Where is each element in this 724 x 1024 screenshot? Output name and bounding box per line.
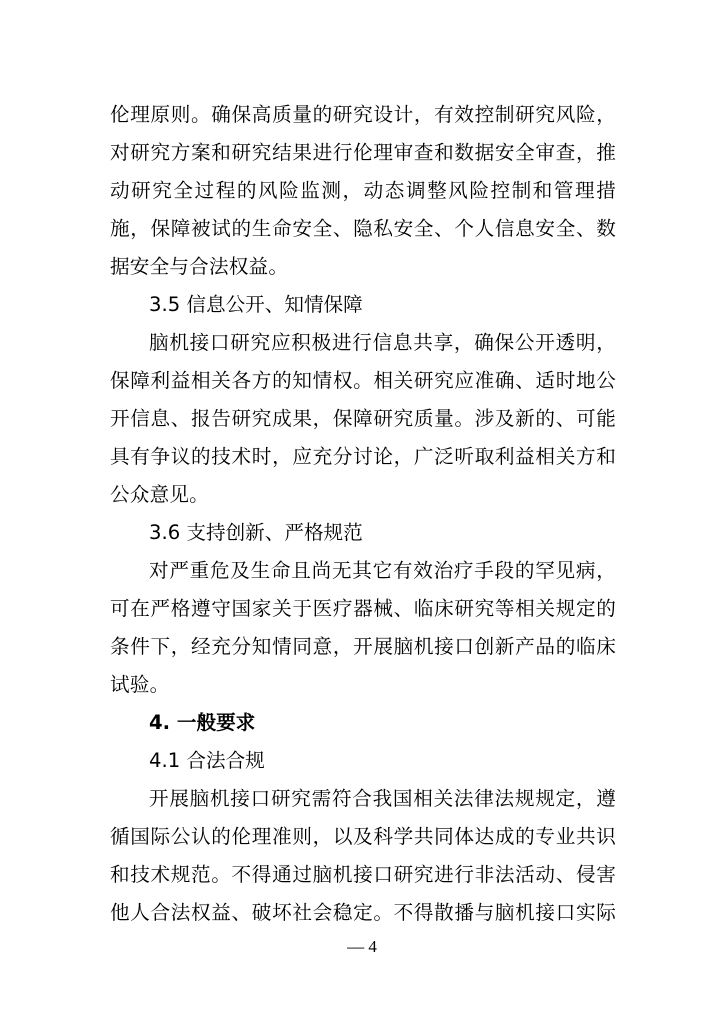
section-heading-4-1: 4.1 合法合规 <box>149 749 265 772</box>
paragraph-line: 保障利益相关各方的知情权。相关研究应准确、适时地公 <box>110 369 616 392</box>
paragraph-line: 施，保障被试的生命安全、隐私安全、个人信息安全、数 <box>110 217 616 240</box>
paragraph-line: 开信息、报告研究成果，保障研究质量。涉及新的、可能 <box>110 407 616 430</box>
paragraph-line: 可在严格遵守国家关于医疗器械、临床研究等相关规定的 <box>110 597 616 620</box>
paragraph-line: 对严重危及生命且尚无其它有效治疗手段的罕见病， <box>149 559 616 582</box>
paragraph-line: 具有争议的技术时，应充分讨论，广泛听取利益相关方和 <box>110 445 616 468</box>
paragraph-line: 伦理原则。确保高质量的研究设计，有效控制研究风险， <box>110 103 616 126</box>
section-heading-4: 4. 一般要求 <box>149 711 256 734</box>
paragraph-line: 循国际公认的伦理准则，以及科学共同体达成的专业共识 <box>110 825 616 848</box>
paragraph-line: 和技术规范。不得通过脑机接口研究进行非法活动、侵害 <box>110 863 616 886</box>
paragraph-line: 条件下，经充分知情同意，开展脑机接口创新产品的临床 <box>110 635 616 658</box>
paragraph-line: 他人合法权益、破坏社会稳定。不得散播与脑机接口实际 <box>110 901 616 924</box>
paragraph-line: 动研究全过程的风险监测，动态调整风险控制和管理措 <box>110 179 616 202</box>
page-number: — 4 <box>347 937 377 956</box>
paragraph-line: 据安全与合法权益。 <box>110 255 289 278</box>
paragraph-line: 试验。 <box>110 673 170 696</box>
paragraph-line: 公众意见。 <box>110 483 209 506</box>
section-heading-3-5: 3.5 信息公开、知情保障 <box>149 293 363 316</box>
paragraph-line: 开展脑机接口研究需符合我国相关法律法规规定，遵 <box>149 787 616 810</box>
paragraph-line: 对研究方案和研究结果进行伦理审查和数据安全审查，推 <box>110 141 616 164</box>
paragraph-line: 脑机接口研究应积极进行信息共享，确保公开透明， <box>149 331 616 354</box>
section-heading-3-6: 3.6 支持创新、严格规范 <box>149 521 363 544</box>
